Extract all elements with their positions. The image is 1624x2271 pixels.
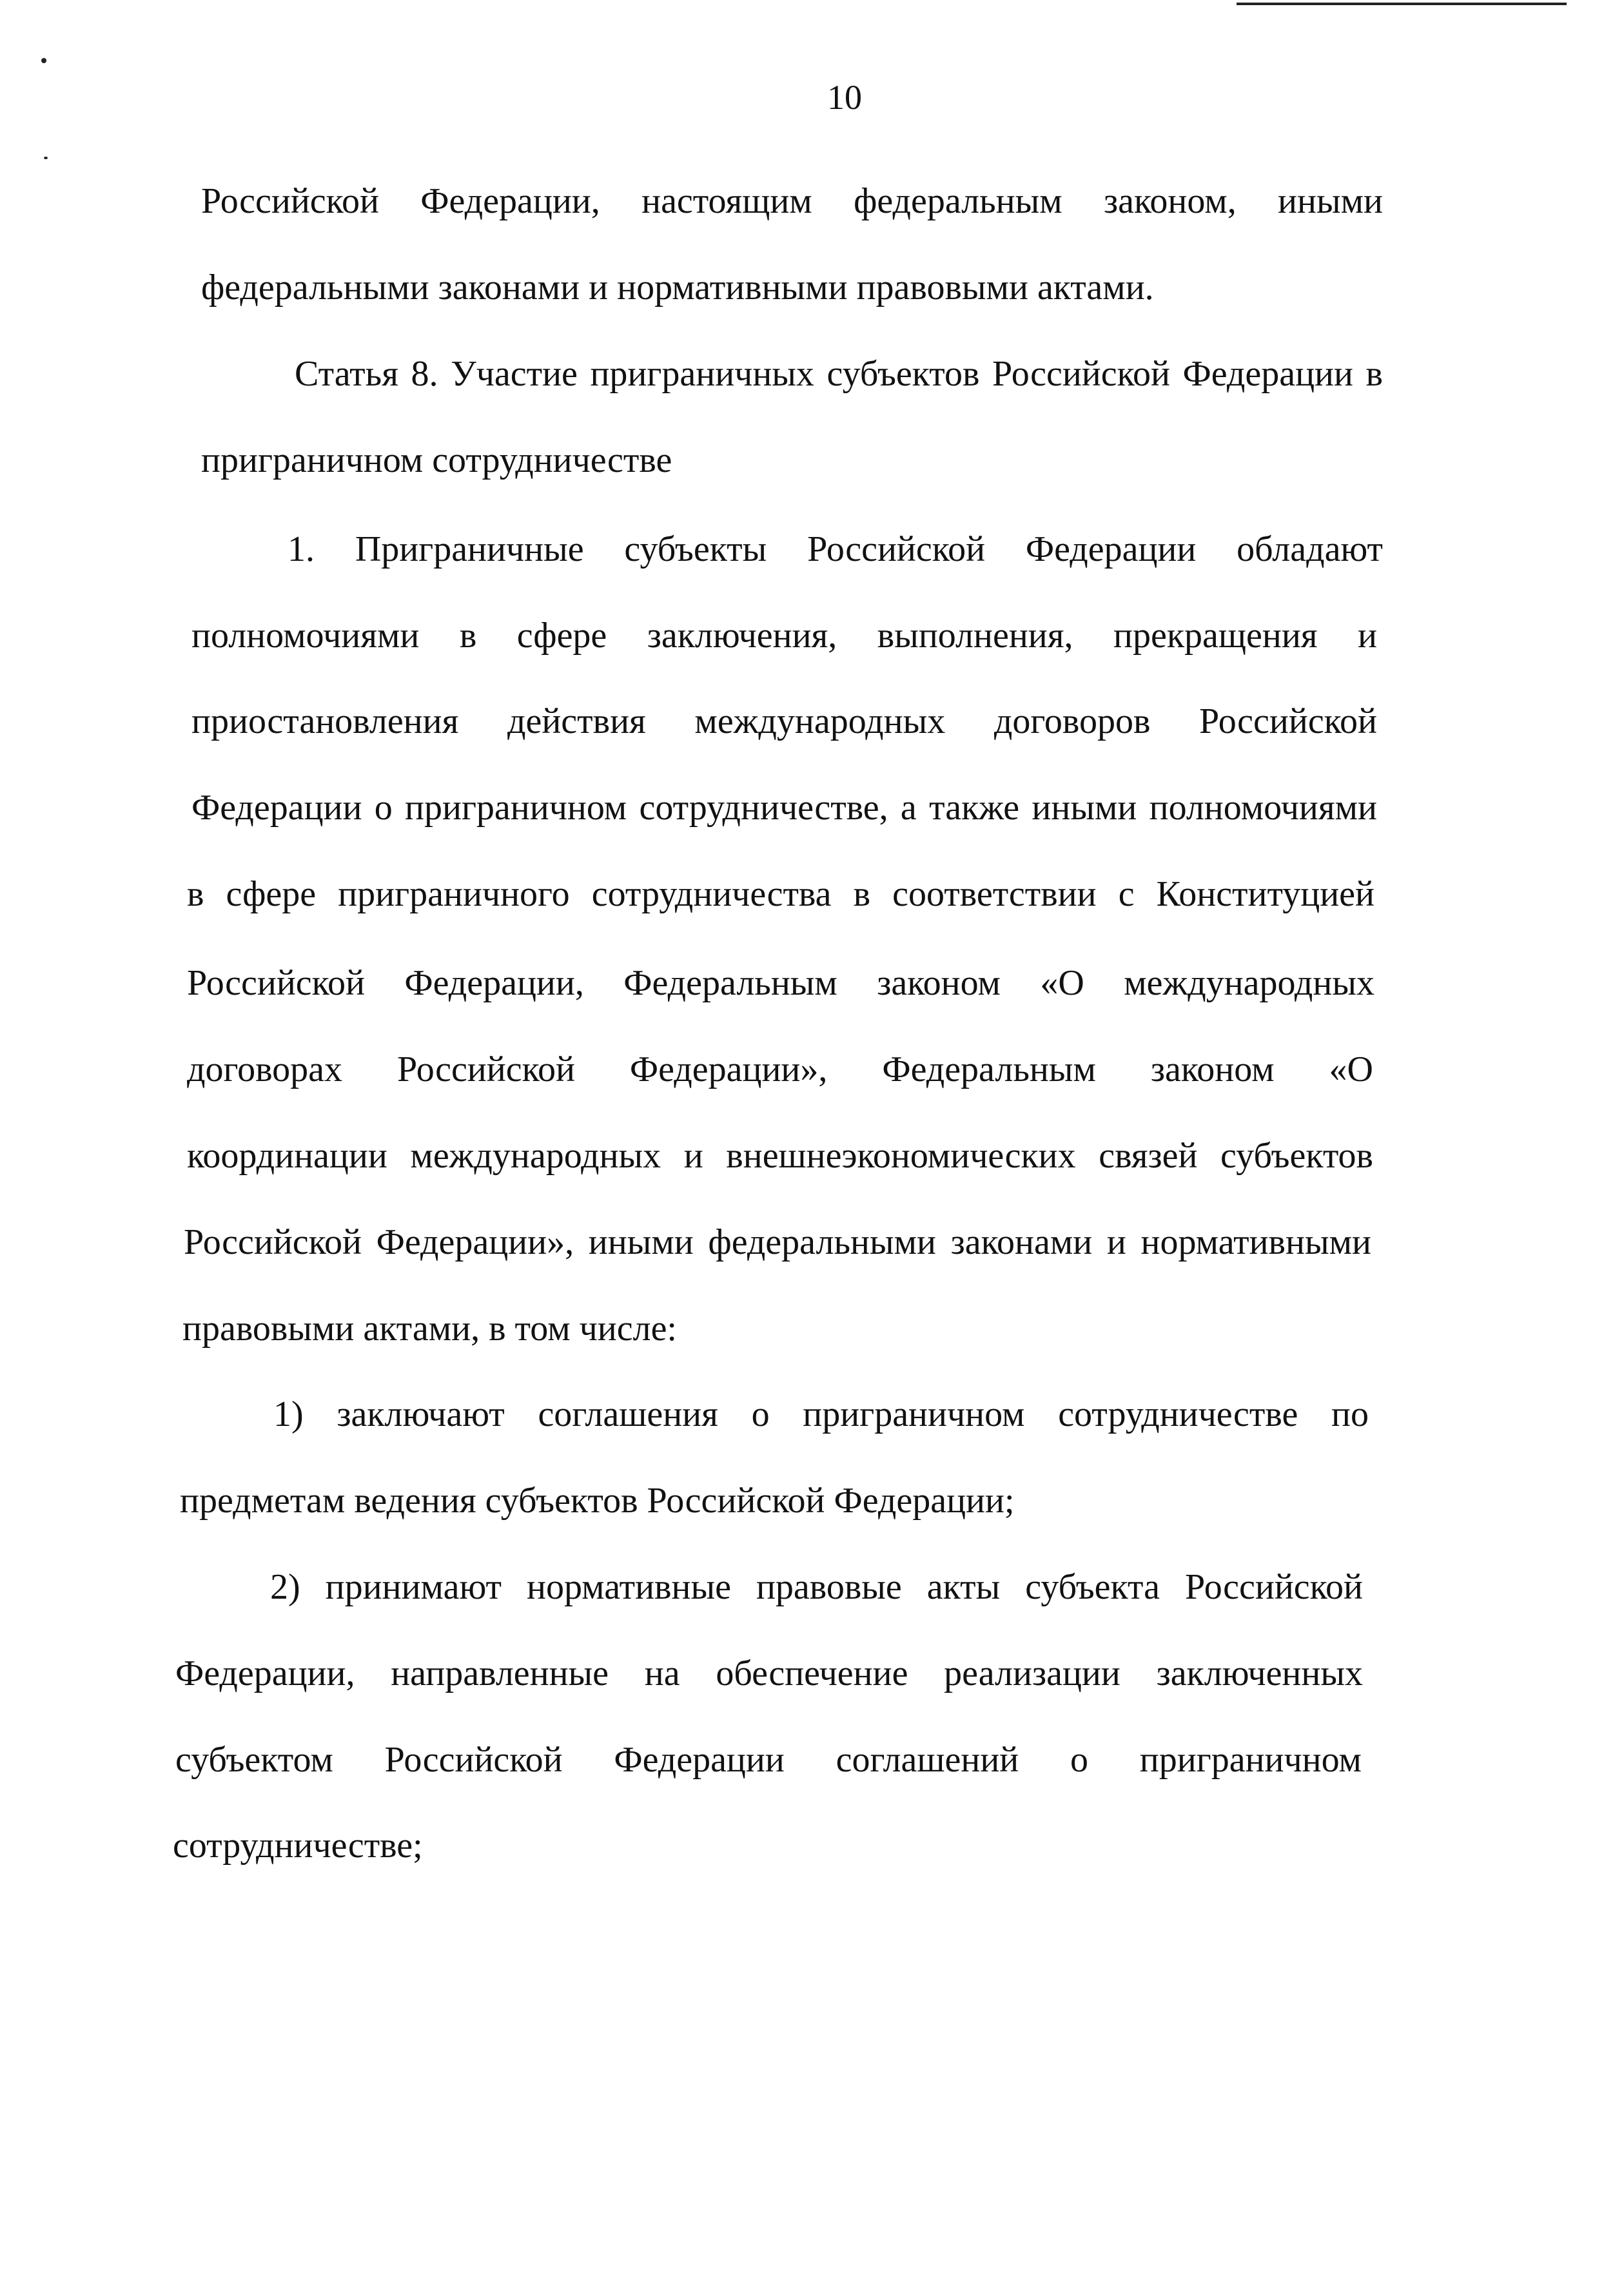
page-number: 10 [827,78,862,117]
list-item-line: Федерации, направленные на обеспечение реализации заключенных [175,1653,1363,1693]
text-line: Федерации о приграничном сотрудничестве, а также иными полномочиями [191,788,1377,828]
text-line: правовыми актами, в том числе: [182,1309,677,1349]
text-line: в сфере приграничного сотрудничества в соответствии с Конституцией [187,874,1375,914]
scan-top-rule [1237,3,1567,5]
scan-speck [44,157,48,159]
text-line: Российской Федерации, Федеральным законом «О международных [187,963,1375,1003]
article-heading-line: Статья 8. Участие приграничных субъектов Российской Федерации в [295,354,1383,394]
text-line: федеральными законами и нормативными правовыми актами. [201,268,1154,307]
text-line: 1. Приграничные субъекты Российской Федерации обладают [288,529,1383,569]
text-line: договорах Российской Федерации», Федеральным законом «О [187,1049,1373,1089]
list-item-line: 1) заключают соглашения о приграничном сотрудничестве по [273,1394,1369,1434]
text-line: полномочиями в сфере заключения, выполнения, прекращения и [191,616,1377,656]
text-line: координации международных и внешнеэкономических связей субъектов [187,1136,1373,1176]
text-line: Российской Федерации», иными федеральными законами и нормативными [184,1222,1371,1262]
list-item-line: сотрудничестве; [173,1826,423,1866]
text-line: Российской Федерации, настоящим федеральным законом, иными [201,181,1383,221]
text-line: приостановления действия международных договоров Российской [191,701,1377,741]
list-item-line: субъектом Российской Федерации соглашений о приграничном [175,1740,1362,1780]
list-item-line: 2) принимают нормативные правовые акты субъекта Российской [270,1567,1363,1607]
list-item-line: предметам ведения субъектов Российской Федерации; [180,1481,1015,1521]
scan-speck [41,58,46,63]
article-heading-line: приграничном сотрудничестве [201,440,672,480]
